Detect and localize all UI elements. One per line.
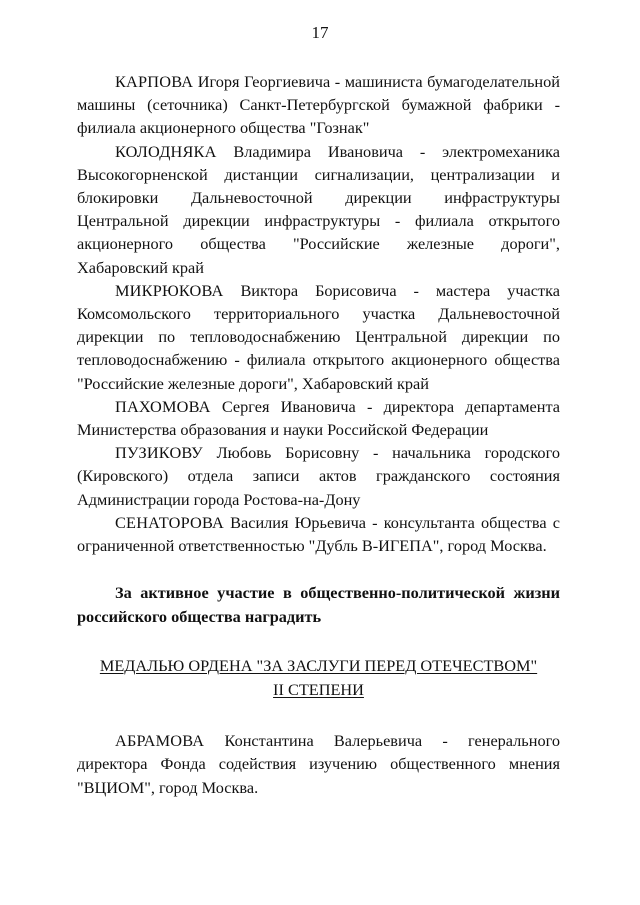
recipient-surname: ПАХОМОВА	[115, 396, 211, 416]
page-number: 17	[311, 23, 329, 42]
award-entry	[77, 140, 560, 279]
recipient-surname: ПУЗИКОВУ	[115, 443, 203, 463]
document-body	[77, 70, 560, 799]
order-intro: За активное участие в общественно-политической жизни российского общества наградить	[77, 583, 560, 626]
recipient-surname: МИКРЮКОВА	[115, 280, 224, 300]
award-entry	[77, 279, 560, 395]
recipient-details: Василия Юрьевича - консультанта общества с ограниченной ответственностью "Дубль В-ИГЕПА", город Москва.	[77, 512, 560, 556]
award-entry	[77, 729, 560, 799]
recipient-surname: КАРПОВА	[115, 72, 194, 91]
recipient-details: Виктора Борисовича - мастера участка Комсомольского территориального участка Дальневосточной дирекции по тепловодоснабжению Центральной дирекции по тепловодоснабжению - филиала открытого акционерного общества "Российские железные дороги", Хабаровский край	[77, 280, 560, 393]
award-title-line-1: МЕДАЛЬЮ ОРДЕНА "ЗА ЗАСЛУГИ ПЕРЕД ОТЕЧЕСТВОМ"	[99, 656, 538, 676]
award-title	[77, 654, 560, 701]
award-entry	[77, 511, 560, 557]
recipient-details: Любовь Борисовну - начальника городского (Кировского) отдела записи актов гражданского состояния Администрации города Ростова-на-Дону	[77, 443, 560, 509]
recipient-details: Сергея Ивановича - директора департамента Министерства образования и науки Российской Федерации	[77, 396, 560, 440]
recipient-surname: КОЛОДНЯКА	[115, 141, 217, 161]
recipient-details: Владимира Ивановича - электромеханика Высокогорненской дистанции сигнализации, централизации и блокировки Дальневосточной дирекции инфраструктуры Центральной дирекции инфраструктуры - филиала открытого акционерного общества "Российские железные дороги", Хабаровский край	[77, 141, 560, 277]
recipient-surname: АБРАМОВА	[115, 731, 205, 751]
recipient-details: Игоря Георгиевича - машиниста бумагоделательной машины (сеточника) Санкт-Петербургской бумажной фабрики - филиала акционерного общества "Гознак"	[77, 72, 560, 138]
award-entry	[77, 441, 560, 511]
recipient-surname: СЕНАТОРОВА	[115, 512, 224, 532]
recipient-details: Константина Валерьевича - генерального директора Фонда содействия изучению общественного мнения "ВЦИОМ", город Москва.	[77, 731, 560, 797]
award-title-line-2: II СТЕПЕНИ	[273, 679, 364, 699]
award-entry	[77, 70, 560, 140]
award-entry	[77, 395, 560, 441]
